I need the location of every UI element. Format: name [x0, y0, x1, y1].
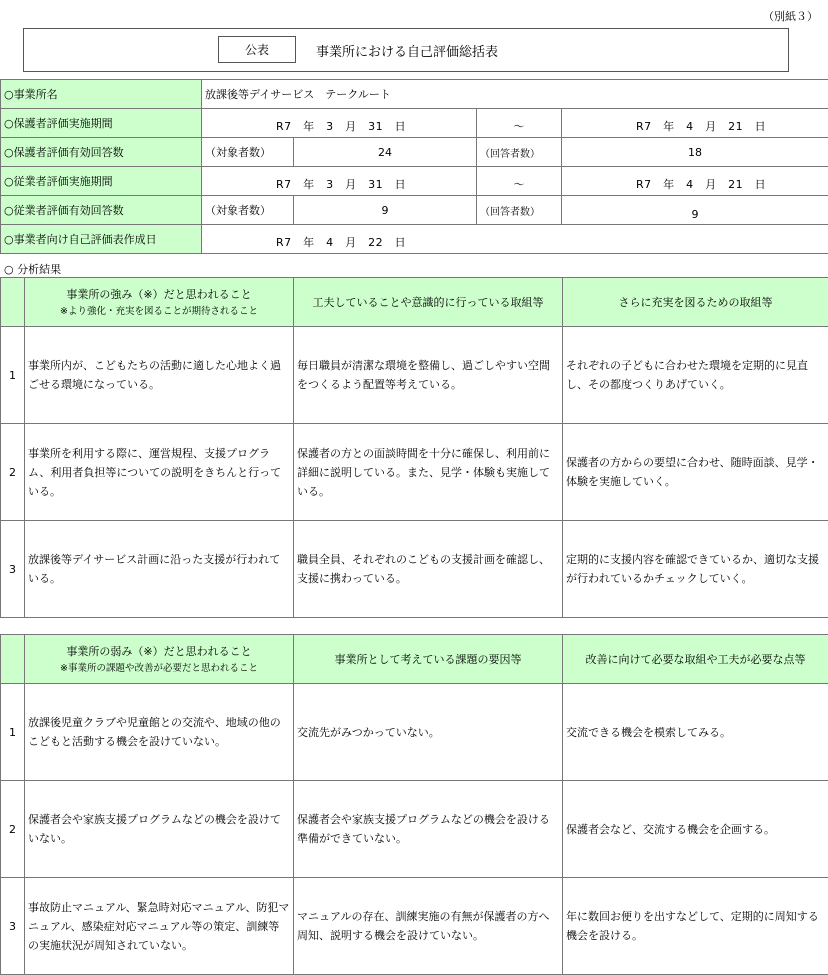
table-row [1, 521, 828, 618]
strength-next: 定期的に支援内容を確認できているか、適切な支援が行われているかチェックしていく。 [563, 521, 828, 618]
weaknesses-header-cause: 事業所として考えている課題の要因等 [294, 635, 563, 684]
strengths-header-next: さらに充実を図るための取組等 [563, 278, 828, 327]
table-row [1, 684, 828, 781]
staff-responses-label: ○従業者評価有効回答数 [1, 196, 202, 225]
staff-respondent-label: （回答者数） [477, 196, 562, 225]
strengths-index-header [1, 278, 25, 327]
strength-next: それぞれの子どもに合わせた環境を定期的に見直し、その都度つくりあげていく。 [563, 327, 828, 424]
weakness-item: 放課後児童クラブや児童館との交流や、地域の他のこどもと活動する機会を設けていない。 [25, 684, 294, 781]
strength-item: 事業所内が、こどもたちの活動に適した心地よく過ごせる環境になっている。 [25, 327, 294, 424]
strengths-header-item [25, 278, 294, 327]
strengths-header-main: 事業所の強み（※）だと思われること [66, 288, 251, 301]
weakness-cause: 交流先がみつかっていない。 [294, 684, 563, 781]
guardian-target-label: （対象者数） [202, 138, 294, 167]
weaknesses-header-action: 改善に向けて必要な取組や工夫が必要な点等 [563, 635, 828, 684]
weakness-item: 保護者会や家族支援プログラムなどの機会を設けていない。 [25, 781, 294, 878]
weaknesses-header-sub: ※事業所の課題や改善が必要だと思われること [28, 661, 290, 677]
created-date-label: ○事業者向け自己評価表作成日 [1, 225, 202, 254]
guardian-period-label: ○保護者評価実施期間 [1, 109, 202, 138]
analysis-label: ○ 分析結果 [4, 261, 61, 277]
guardian-target-count: 24 [294, 138, 477, 167]
strength-effort: 毎日職員が清潔な環境を整備し、過ごしやすい空間をつくるよう配置等考えている。 [294, 327, 563, 424]
guardian-respondent-label: （回答者数） [477, 138, 562, 167]
staff-period-label: ○従業者評価実施期間 [1, 167, 202, 196]
weaknesses-index-header [1, 635, 25, 684]
guardian-period-start: R7 年 3 月 31 日 [202, 109, 477, 138]
staff-target-label: （対象者数） [202, 196, 294, 225]
weakness-action: 保護者会など、交流する機会を企画する。 [563, 781, 828, 878]
weaknesses-table [0, 634, 828, 975]
strengths-header-sub: ※より強化・充実を図ることが期待されること [28, 304, 290, 320]
table-row [1, 781, 828, 878]
weaknesses-header-item [25, 635, 294, 684]
row-number: 3 [1, 878, 25, 975]
staff-period-end: R7 年 4 月 21 日 [562, 167, 828, 196]
row-number: 1 [1, 327, 25, 424]
guardian-period-end: R7 年 4 月 21 日 [562, 109, 828, 138]
strengths-table [0, 277, 828, 618]
row-number: 2 [1, 781, 25, 878]
info-table [0, 79, 828, 254]
page-title: 事業所における自己評価総括表 [316, 41, 498, 60]
row-number: 1 [1, 684, 25, 781]
public-badge: 公表 [218, 36, 296, 63]
staff-respondent-count: 9 [562, 196, 828, 225]
strength-effort: 保護者の方との面談時間を十分に確保し、利用前に詳細に説明している。また、見学・体験も実施している。 [294, 424, 563, 521]
staff-period-sep: ～ [477, 167, 562, 196]
row-number: 2 [1, 424, 25, 521]
attachment-note: （別紙３） [763, 8, 818, 24]
row-number: 3 [1, 521, 25, 618]
weaknesses-header-main: 事業所の弱み（※）だと思われること [66, 645, 251, 658]
created-date: R7 年 4 月 22 日 [202, 225, 828, 254]
strength-item: 事業所を利用する際に、運営規程、支援プログラム、利用者負担等についての説明をきちんと行っている。 [25, 424, 294, 521]
weakness-action: 交流できる機会を模索してみる。 [563, 684, 828, 781]
staff-period-start: R7 年 3 月 31 日 [202, 167, 477, 196]
office-name: 放課後等デイサービス テークルート [202, 80, 828, 109]
guardian-period-sep: ～ [477, 109, 562, 138]
table-row [1, 327, 828, 424]
office-name-label: ○事業所名 [1, 80, 202, 109]
staff-target-count: 9 [294, 196, 477, 225]
table-row [1, 878, 828, 975]
strengths-header-effort: 工夫していることや意識的に行っている取組等 [294, 278, 563, 327]
weakness-item: 事故防止マニュアル、緊急時対応マニュアル、防犯マニュアル、感染症対応マニュアル等の策定、訓練等の実施状況が周知されていない。 [25, 878, 294, 975]
guardian-responses-label: ○保護者評価有効回答数 [1, 138, 202, 167]
weakness-cause: 保護者会や家族支援プログラムなどの機会を設ける準備ができていない。 [294, 781, 563, 878]
title-box [23, 28, 789, 72]
weakness-action: 年に数回お便りを出すなどして、定期的に周知する機会を設ける。 [563, 878, 828, 975]
table-row [1, 424, 828, 521]
guardian-respondent-count: 18 [562, 138, 828, 167]
strength-next: 保護者の方からの要望に合わせ、随時面談、見学・体験を実施していく。 [563, 424, 828, 521]
weakness-cause: マニュアルの存在、訓練実施の有無が保護者の方へ周知、説明する機会を設けていない。 [294, 878, 563, 975]
strength-item: 放課後等デイサービス計画に沿った支援が行われている。 [25, 521, 294, 618]
strength-effort: 職員全員、それぞれのこどもの支援計画を確認し、支援に携わっている。 [294, 521, 563, 618]
